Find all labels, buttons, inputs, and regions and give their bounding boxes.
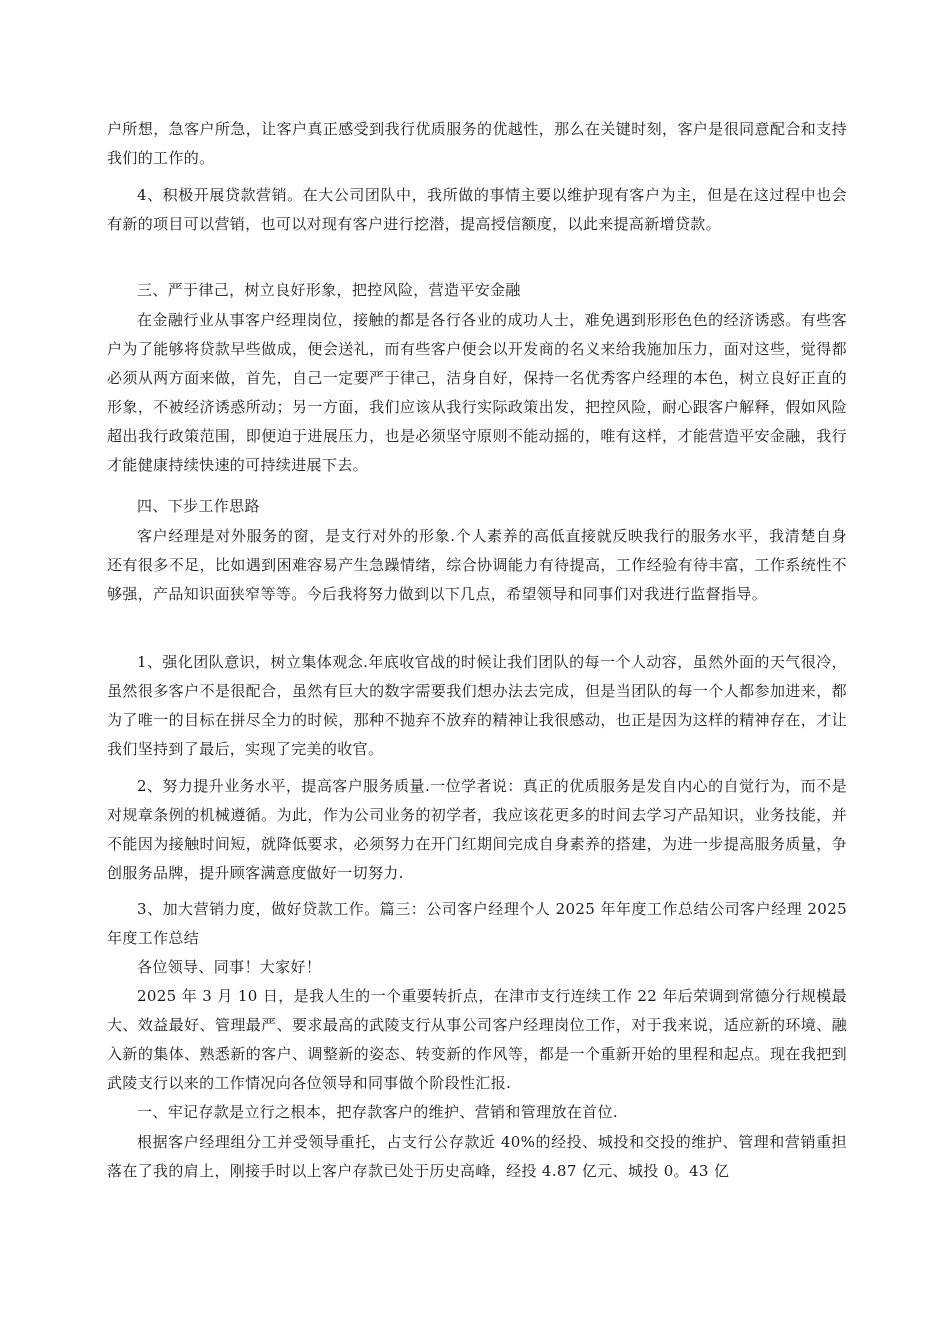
paragraph-marketing-effort: 3、加大营销力度，做好贷款工作。篇三：公司客户经理个人 2025 年年度工作总结公司客户经理 2025 年度工作总结 <box>107 900 847 947</box>
section-heading-3: 三、严于律己，树立良好形象，把控风险，营造平安金融 <box>137 281 521 299</box>
paragraph-work-plan: 客户经理是对外服务的窗，是支行对外的形象.个人素养的高低直接就反映我行的服务水平，我清楚自身还有很多不足，比如遇到困难容易产生急躁情绪，综合协调能力有待提高，工作经验有待丰富，工作系统性不够强，产品知识面狭窄等等。今后我将努力做到以下几点，希望领导和同事们对我进行监督指导。 <box>107 527 847 603</box>
paragraph-team-awareness: 1、强化团队意识，树立集体观念.年底收官战的时候让我们团队的每一个人动容，虽然外面的天气很冷，虽然很多客户不是很配合，虽然有巨大的数字需要我们想办法去完成，但是当团队的每一个人都参加进来，都为了唯一的目标在拼尽全力的时候，那种不抛弃不放弃的精神让我很感动，也正是因为这样的精神存在，才让我们坚持到了最后，实现了完美的收官。 <box>107 653 847 758</box>
section-heading-deposits: 一、牢记存款是立行之根本，把存款客户的维护、营销和管理放在首位. <box>137 1103 618 1121</box>
paragraph-loan-marketing: 4、积极开展贷款营销。在大公司团队中，我所做的事情主要以维护现有客户为主，但是在这过程中也会有新的项目可以营销，也可以对现有客户进行挖潜，提高授信额度，以此来提高新增贷款。 <box>107 186 847 233</box>
paragraph-service-quality: 2、努力提升业务水平，提高客户服务质量.一位学者说：真正的优质服务是发自内心的自觉行为，而不是对规章条例的机械遵循。为此，作为公司业务的初学者，我应该花更多的时间去学习产品知识，业务技能，并不能因为接触时间短，就降低要求，必须努力在开门红期间完成自身素养的搭建，为进一步提高服务质量，争创服务品牌，提升顾客满意度做好一切努力. <box>107 777 847 882</box>
paragraph-self-discipline: 在金融行业从事客户经理岗位，接触的都是各行各业的成功人士，难免遇到形形色色的经济诱惑。有些客户为了能够将贷款早些做成，便会送礼，而有些客户便会以开发商的名义来给我施加压力，面对这些，觉得都必须从两方面来做，首先，自己一定要严于律己，洁身自好，保持一名优秀客户经理的本色，树立良好正直的形象，不被经济诱惑所动；另一方面，我们应该从我行实际政策出发，把控风险，耐心跟客户解释，假如风险超出我行政策范围，即便迫于进展压力，也是必须坚守原则不能动摇的，唯有这样，才能营造平安金融，我行才能健康持续快速的可持续进展下去。 <box>107 311 847 474</box>
paragraph-deposit-duties: 根据客户经理组分工并受领导重托，占支行公存款近 40%的经投、城投和交投的维护、管理和营销重担落在了我的肩上，刚接手时以上客户存款已处于历史高峰，经投 4.87 亿元、城投 0。43 亿 <box>107 1133 847 1180</box>
greeting-line: 各位领导、同事！大家好！ <box>137 958 322 976</box>
paragraph-continuation: 户所想，急客户所急，让客户真正感受到我行优质服务的优越性，那么在关键时刻，客户是很同意配合和支持我们的工作的。 <box>107 120 847 167</box>
section-heading-4: 四、下步工作思路 <box>137 497 260 515</box>
paragraph-transfer-intro: 2025 年 3 月 10 日，是我人生的一个重要转折点，在津市支行连续工作 22 年后荣调到常德分行规模最大、效益最好、管理最严、要求最高的武陵支行从事公司客户经理岗位工作，对于我来说，适应新的环境、融入新的集体、熟悉新的客户、调整新的姿态、转变新的作风等，都是一个重新开始的里程和起点。现在我把到武陵支行以来的工作情况向各位领导和同事做个阶段性汇报. <box>107 987 847 1092</box>
